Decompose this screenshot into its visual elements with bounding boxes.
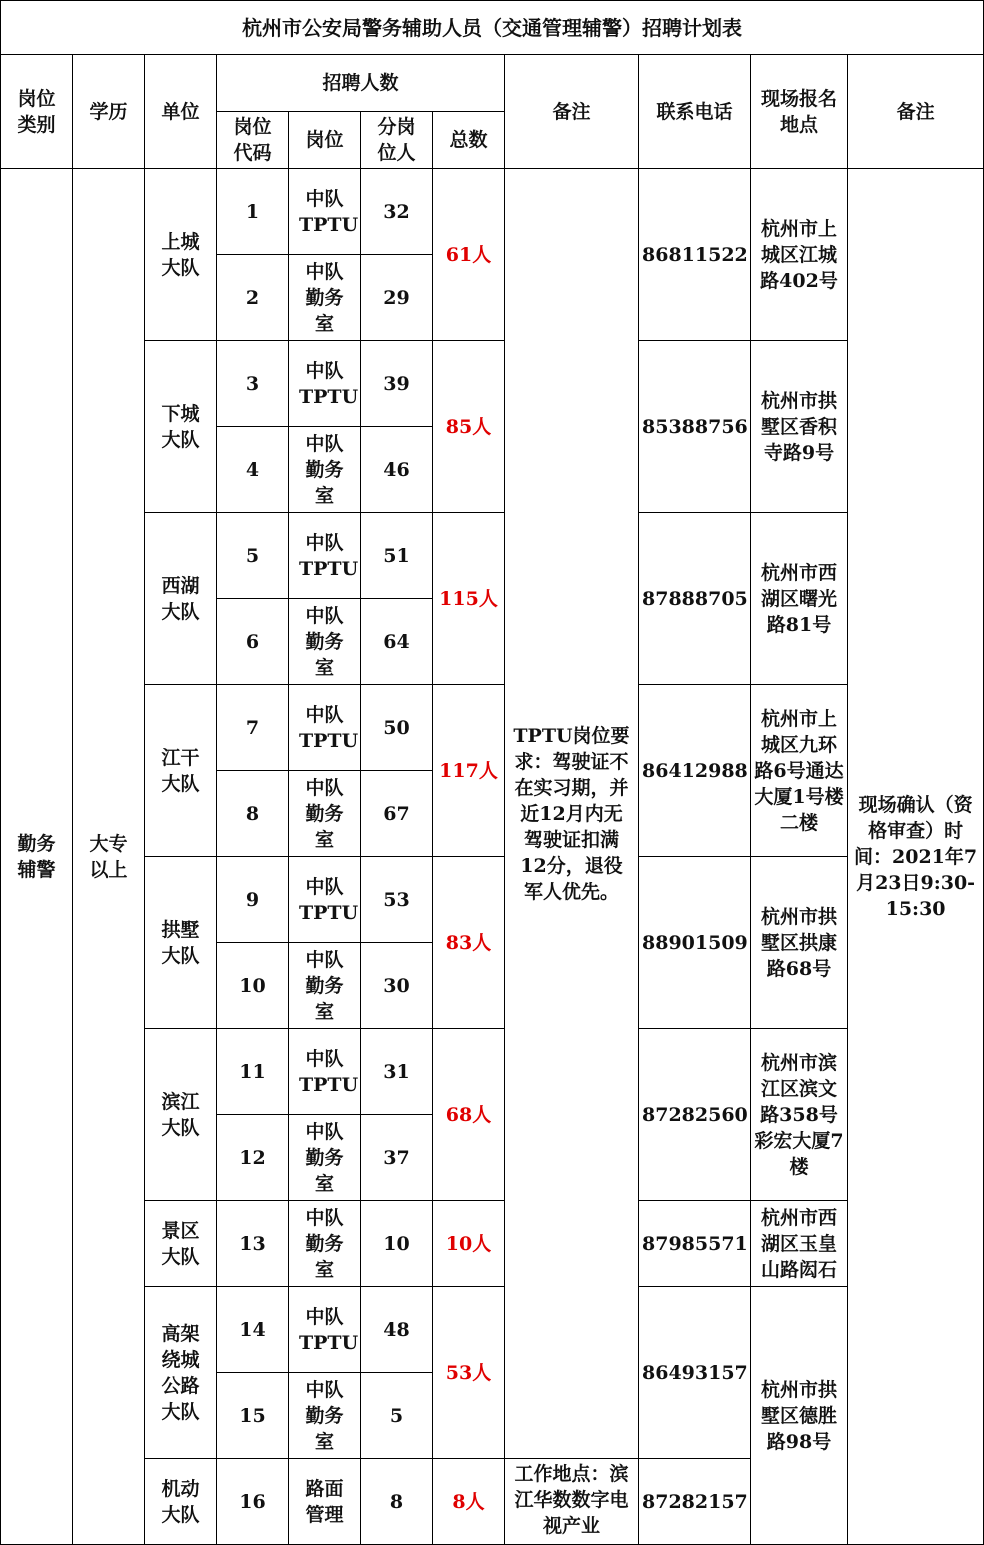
position-name: 中队勤务室 — [289, 255, 361, 341]
header-remark2: 备注 — [848, 55, 984, 169]
position-count: 30 — [361, 943, 433, 1029]
position-code: 10 — [217, 943, 289, 1029]
position-code: 6 — [217, 599, 289, 685]
position-count: 67 — [361, 771, 433, 857]
unit-phone: 86811522 — [639, 169, 751, 341]
position-code: 12 — [217, 1115, 289, 1201]
position-count: 53 — [361, 857, 433, 943]
unit-phone: 86412988 — [639, 685, 751, 857]
unit-address: 杭州市拱墅区拱康路68号 — [751, 857, 848, 1029]
position-count: 31 — [361, 1029, 433, 1115]
table-row — [1, 169, 984, 255]
table-title: 杭州市公安局警务辅助人员（交通管理辅警）招聘计划表 — [1, 1, 984, 55]
position-count: 5 — [361, 1373, 433, 1459]
position-name: 中队勤务室 — [289, 1115, 361, 1201]
unit-address: 杭州市拱墅区德胜路98号 — [751, 1287, 848, 1545]
header-total: 总数 — [433, 112, 505, 169]
position-name: 中队勤务室 — [289, 1201, 361, 1287]
table-row — [1, 857, 984, 943]
unit-name: 拱墅大队 — [145, 857, 217, 1029]
position-name: 中队勤务室 — [289, 943, 361, 1029]
table-row — [1, 1201, 984, 1287]
table-row — [1, 1029, 984, 1115]
unit-name: 景区大队 — [145, 1201, 217, 1287]
position-name: 中队勤务室 — [289, 771, 361, 857]
header-position: 岗位 — [289, 112, 361, 169]
position-code: 1 — [217, 169, 289, 255]
position-count: 51 — [361, 513, 433, 599]
unit-name: 高架绕城公路大队 — [145, 1287, 217, 1459]
unit-total: 10人 — [433, 1201, 505, 1287]
position-code: 3 — [217, 341, 289, 427]
header-location: 现场报名地点 — [751, 55, 848, 169]
position-name: 中队TPTU — [289, 1029, 361, 1115]
unit-total: 83人 — [433, 857, 505, 1029]
header-remark: 备注 — [505, 55, 639, 169]
education-cell: 大专以上 — [73, 169, 145, 1545]
unit-name: 滨江大队 — [145, 1029, 217, 1201]
position-name: 中队勤务室 — [289, 1373, 361, 1459]
position-code: 13 — [217, 1201, 289, 1287]
header-code: 岗位代码 — [217, 112, 289, 169]
unit-address: 杭州市上城区九环路6号通达大厦1号楼二楼 — [751, 685, 848, 857]
unit-address: 杭州市滨江区滨文路358号彩宏大厦7楼 — [751, 1029, 848, 1201]
header-recruit: 招聘人数 — [217, 55, 505, 112]
position-count: 32 — [361, 169, 433, 255]
position-code: 15 — [217, 1373, 289, 1459]
position-name: 中队TPTU — [289, 685, 361, 771]
position-code: 8 — [217, 771, 289, 857]
position-count: 64 — [361, 599, 433, 685]
unit-name: 上城大队 — [145, 169, 217, 341]
position-code: 11 — [217, 1029, 289, 1115]
unit-total: 68人 — [433, 1029, 505, 1201]
position-name: 中队TPTU — [289, 513, 361, 599]
header-per-position: 分岗位人 — [361, 112, 433, 169]
unit-name: 下城大队 — [145, 341, 217, 513]
unit-name: 江干大队 — [145, 685, 217, 857]
work-location-note: 工作地点：滨江华数数字电视产业 — [505, 1459, 639, 1545]
position-count: 48 — [361, 1287, 433, 1373]
table-row — [1, 513, 984, 599]
position-name: 中队勤务室 — [289, 427, 361, 513]
position-name: 中队勤务室 — [289, 599, 361, 685]
unit-phone: 86493157 — [639, 1287, 751, 1459]
position-count: 50 — [361, 685, 433, 771]
position-count: 8 — [361, 1459, 433, 1545]
requirement-note: TPTU岗位要求：驾驶证不在实习期，并近12月内无驾驶证扣满12分，退役军人优先。 — [505, 169, 639, 1459]
position-code: 4 — [217, 427, 289, 513]
unit-total: 8人 — [433, 1459, 505, 1545]
unit-address: 杭州市西湖区玉皇山路闳石 — [751, 1201, 848, 1287]
header-unit: 单位 — [145, 55, 217, 169]
position-count: 29 — [361, 255, 433, 341]
position-name: 中队TPTU — [289, 169, 361, 255]
position-code: 5 — [217, 513, 289, 599]
unit-total: 115人 — [433, 513, 505, 685]
position-code: 9 — [217, 857, 289, 943]
table-row — [1, 685, 984, 771]
position-name: 路面管理 — [289, 1459, 361, 1545]
unit-phone: 87282157 — [639, 1459, 751, 1545]
position-count: 39 — [361, 341, 433, 427]
position-count: 46 — [361, 427, 433, 513]
unit-phone: 88901509 — [639, 857, 751, 1029]
table-row — [1, 1287, 984, 1373]
header-phone: 联系电话 — [639, 55, 751, 169]
unit-phone: 85388756 — [639, 341, 751, 513]
position-count: 37 — [361, 1115, 433, 1201]
unit-address: 杭州市拱墅区香积寺路9号 — [751, 341, 848, 513]
position-name: 中队TPTU — [289, 1287, 361, 1373]
position-name: 中队TPTU — [289, 341, 361, 427]
unit-name: 西湖大队 — [145, 513, 217, 685]
position-code: 14 — [217, 1287, 289, 1373]
unit-total: 85人 — [433, 341, 505, 513]
position-code: 16 — [217, 1459, 289, 1545]
unit-total: 61人 — [433, 169, 505, 341]
position-count: 10 — [361, 1201, 433, 1287]
unit-total: 53人 — [433, 1287, 505, 1459]
position-code: 7 — [217, 685, 289, 771]
unit-address: 杭州市西湖区曙光路81号 — [751, 513, 848, 685]
confirm-note: 现场确认（资格审查）时间：2021年7月23日9:30-15:30 — [848, 169, 984, 1545]
unit-address: 杭州市上城区江城路402号 — [751, 169, 848, 341]
unit-total: 117人 — [433, 685, 505, 857]
unit-phone: 87282560 — [639, 1029, 751, 1201]
unit-name: 机动大队 — [145, 1459, 217, 1545]
position-name: 中队TPTU — [289, 857, 361, 943]
table-row — [1, 341, 984, 427]
header-education: 学历 — [73, 55, 145, 169]
position-code: 2 — [217, 255, 289, 341]
unit-phone: 87888705 — [639, 513, 751, 685]
category-cell: 勤务辅警 — [1, 169, 73, 1545]
header-category: 岗位类别 — [1, 55, 73, 169]
unit-phone: 87985571 — [639, 1201, 751, 1287]
